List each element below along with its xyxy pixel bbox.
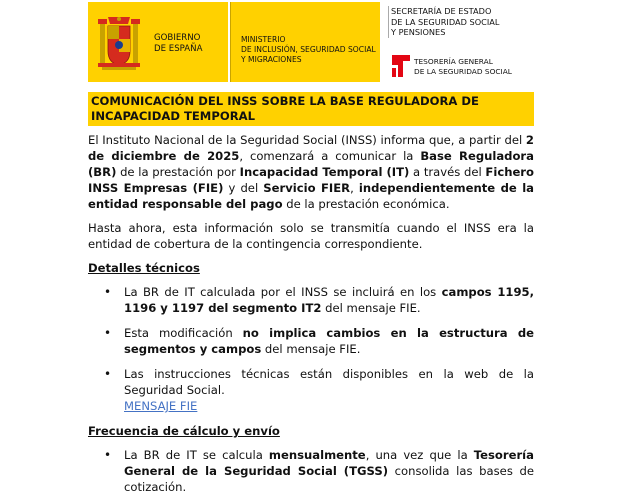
page-title: COMUNICACIÓN DEL INSS SOBRE LA BASE REGULADORA DE INCAPACIDAD TEMPORAL [88, 92, 534, 126]
secretaria-label: SECRETARÍA DE ESTADO DE LA SEGURIDAD SOCIAL Y PENSIONES [388, 6, 499, 38]
detalles-heading: Detalles técnicos [88, 261, 200, 275]
list-item: • La BR de IT se calcula mensualmente, una vez que la Tesorería General de la Seguridad Social (TGSS) consolida las bases de cotización. [88, 447, 534, 495]
list-item: • Las instrucciones técnicas están disponibles en la web de la Seguridad Social. MENSAJE FIE [88, 366, 534, 414]
history-paragraph: Hasta ahora, esta información solo se transmitía cuando el INSS era la entidad de cobertura de la contingencia correspondiente. [88, 221, 534, 251]
list-item: • La BR de IT calculada por el INSS se incluirá en los campos 1195, 1196 y 1197 del segmento IT2 del mensaje FIE. [88, 284, 534, 316]
secretaria-block [380, 2, 534, 82]
document-body [88, 92, 534, 504]
intro-paragraph: El Instituto Nacional de la Seguridad Social (INSS) informa que, a partir del 2 de diciembre de 2025, comenzará a comunicar la Base Reguladora (BR) de la prestación por Incapacidad Temporal (IT) a través del Fichero INSS Empresas (FIE) y del Servicio FIER, independientemente de la entidad responsable del pago de la prestación económica. [88, 133, 534, 211]
tesoreria-label: TESORERÍA GENERAL DE LA SEGURIDAD SOCIAL [414, 57, 512, 76]
list-item: • Esta modificación no implica cambios en la estructura de segmentos y campos del mensaje FIE. [88, 325, 534, 357]
mensaje-fie-link[interactable]: MENSAJE FIE [124, 399, 198, 413]
detalles-list [88, 284, 534, 414]
tgss-logo-icon [392, 55, 410, 77]
header [88, 2, 534, 82]
frecuencia-list [88, 447, 534, 495]
gobierno-label: GOBIERNO DE ESPAÑA [154, 33, 203, 54]
frecuencia-heading: Frecuencia de cálculo y envío [88, 424, 280, 438]
coat-of-arms-icon [96, 15, 142, 73]
ministerio-label: MINISTERIO DE INCLUSIÓN, SEGURIDAD SOCIAL Y MIGRACIONES [241, 35, 376, 64]
gobierno-block [88, 2, 228, 82]
ministerio-block [230, 2, 380, 82]
